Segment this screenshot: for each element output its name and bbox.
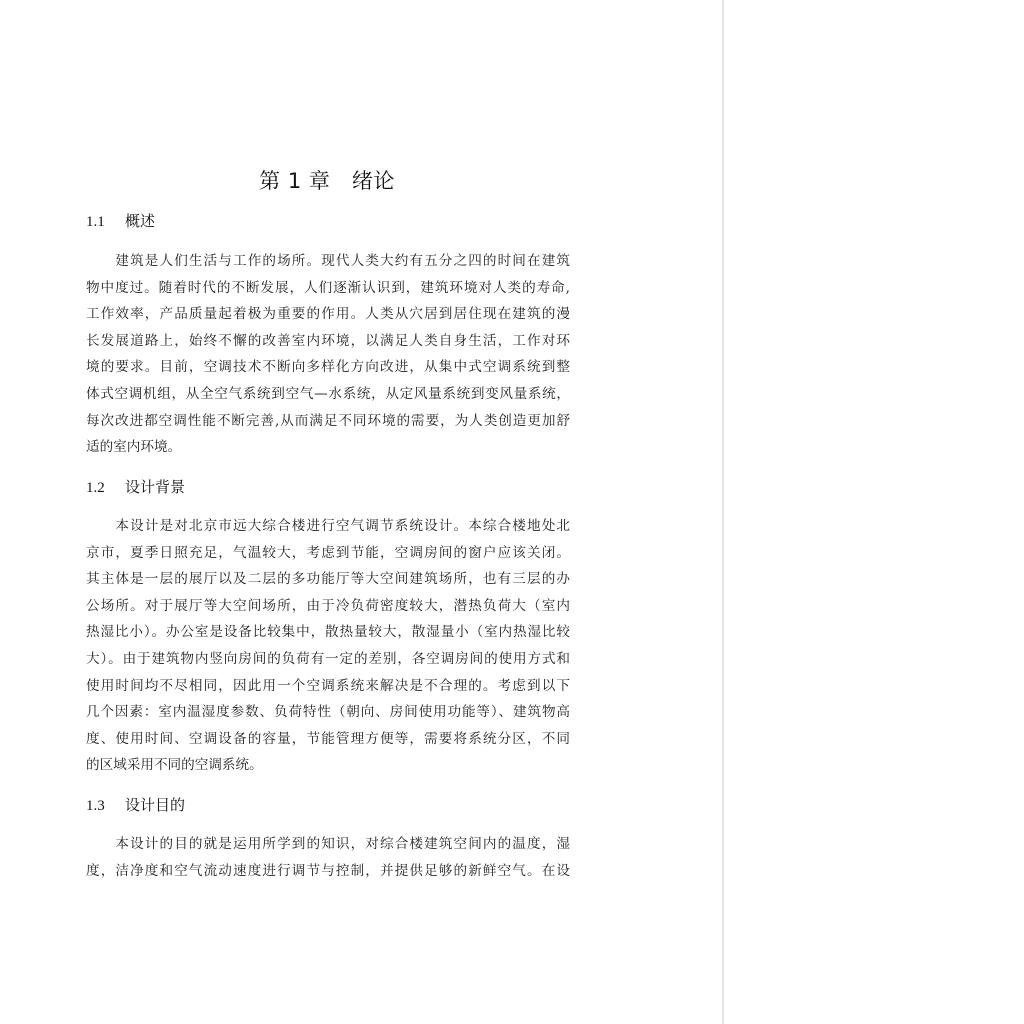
- paragraph-line: 的区域采用不同的空调系统。: [86, 757, 263, 774]
- paragraph-line: 适的室内环境。: [86, 439, 182, 456]
- paragraph-line: 本设计是对北京市远大综合楼进行空气调节系统设计。本综合楼地处北: [86, 518, 570, 534]
- paragraph-line: 本设计的目的就是运用所学到的知识，对综合楼建筑空间内的温度，湿: [86, 836, 570, 852]
- paragraph-line: 每次改进都空调性能不断完善,从而满足不同环境的需要，为人类创造更加舒: [86, 412, 570, 429]
- section-heading-1-3: [86, 794, 185, 817]
- paragraph-line: 京市，夏季日照充足，气温较大，考虑到节能，空调房间的窗户应该关闭。: [86, 544, 570, 561]
- section-title: 设计目的: [125, 796, 186, 814]
- paragraph-line: 长发展道路上，始终不懈的改善室内环境，以满足人类自身生活，工作对环: [86, 332, 570, 349]
- paragraph-line: 工作效率，产品质量起着极为重要的作用。人类从穴居到居住现在建筑的漫: [86, 306, 570, 323]
- paragraph-line: 大）。由于建筑物内竖向房间的负荷有一定的差别，各空调房间的使用方式和: [86, 650, 570, 667]
- paragraph-line: 体式空调机组，从全空气系统到空气—水系统，从定风量系统到变风量系统，: [86, 385, 570, 402]
- paragraph-line: 度、使用时间、空调设备的容量，节能管理方便等，需要将系统分区，不同: [86, 730, 570, 747]
- chapter-title: 第 1 章 绪论: [259, 169, 395, 193]
- paragraph-line: 公场所。对于展厅等大空间场所，由于冷负荷密度较大，潜热负荷大（室内: [86, 597, 570, 614]
- paragraph-line: 使用时间均不尽相同，因此用一个空调系统来解决是不合理的。考虑到以下: [86, 677, 570, 694]
- paragraph-line: 几个因素：室内温湿度参数、负荷特性（朝向、房间使用功能等）、建筑物高: [86, 704, 570, 721]
- section-number: 1.3: [86, 798, 105, 814]
- blank-area: [724, 0, 1024, 1024]
- section-title: 概述: [125, 212, 156, 230]
- paragraph-line: 建筑是人们生活与工作的场所。现代人类大约有五分之四的时间在建筑: [86, 253, 570, 269]
- paragraph-purpose: [86, 831, 570, 884]
- paragraph-line: 其主体是一层的展厅以及二层的多功能厅等大空间建筑场所，也有三层的办: [86, 571, 570, 588]
- paragraph-line: 境的要求。目前，空调技术不断向多样化方向改进，从集中式空调系统到整: [86, 359, 570, 376]
- section-title: 设计背景: [125, 478, 186, 496]
- paragraph-line: 热湿比小）。办公室是设备比较集中，散热量较大，散湿量小（室内热湿比较: [86, 624, 570, 641]
- paragraph-line: 度，洁净度和空气流动速度进行调节与控制，并提供足够的新鲜空气。在设: [86, 862, 570, 879]
- section-heading-1-1: [86, 210, 155, 233]
- paragraph-line: 物中度过。随着时代的不断发展，人们逐渐认识到，建筑环境对人类的寿命,: [86, 279, 570, 296]
- paragraph-background: [86, 513, 570, 779]
- section-number: 1.1: [86, 214, 105, 230]
- section-number: 1.2: [86, 480, 105, 496]
- paragraph-overview: [86, 248, 570, 461]
- section-heading-1-2: [86, 476, 185, 499]
